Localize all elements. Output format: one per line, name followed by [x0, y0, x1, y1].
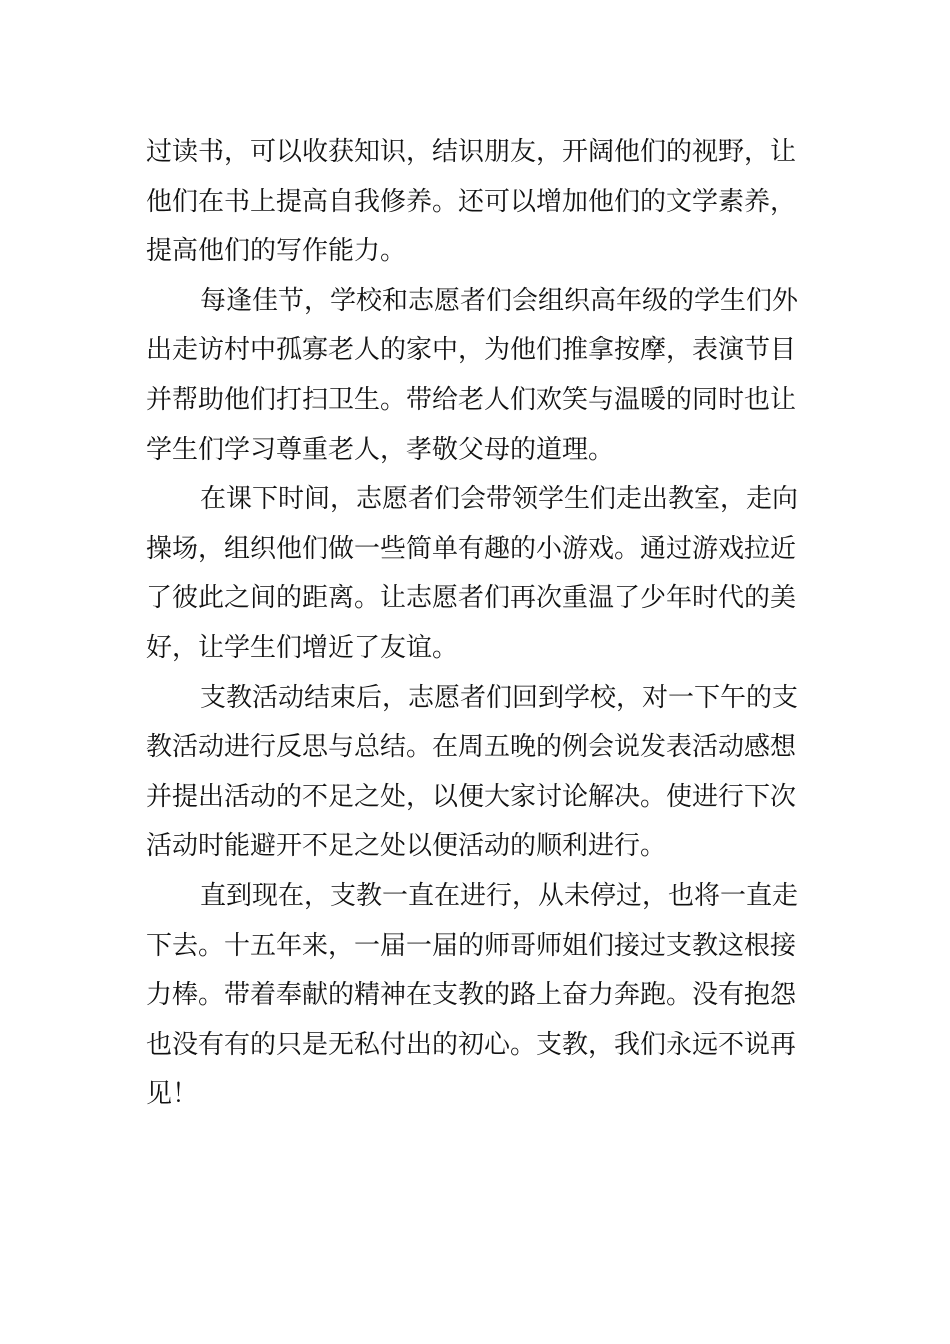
text-line: 并帮助他们打扫卫生。带给老人们欢笑与温暖的同时也让 [146, 384, 797, 415]
paragraph-first-line: 支教活动结束后，志愿者们回到学校，对一下午的支 [200, 682, 799, 713]
paragraph-first-line: 直到现在，支教一直在进行，从未停过，也将一直走 [200, 880, 799, 911]
text-line: 他们在书上提高自我修养。还可以增加他们的文学素养， [146, 186, 797, 217]
paragraph-first-line: 在课下时间，志愿者们会带领学生们走出教室，走向 [200, 484, 799, 515]
text-line: 下去。十五年来，一届一届的师哥师姐们接过支教这根接 [146, 930, 797, 961]
body-text [146, 128, 806, 1120]
text-line: 出走访村中孤寡老人的家中，为他们推拿按摩，表演节目 [146, 335, 797, 366]
text-line: 提高他们的写作能力。 [146, 236, 407, 267]
text-line: 教活动进行反思与总结。在周五晚的例会说发表活动感想 [146, 732, 797, 763]
text-line: 力棒。带着奉献的精神在支教的路上奋力奔跑。没有抱怨 [146, 980, 797, 1011]
paragraph-first-line: 每逢佳节，学校和志愿者们会组织高年级的学生们外 [200, 285, 799, 316]
text-line: 了彼此之间的距离。让志愿者们再次重温了少年时代的美 [146, 583, 797, 614]
text-line: 活动时能避开不足之处以便活动的顺利进行。 [146, 831, 667, 862]
text-line: 学生们学习尊重老人，孝敬父母的道理。 [146, 434, 615, 465]
text-line: 好，让学生们增近了友谊。 [146, 632, 459, 663]
text-line: 也没有有的只是无私付出的初心。支教，我们永远不说再 [146, 1029, 797, 1060]
text-line: 过读书，可以收获知识，结识朋友，开阔他们的视野，让 [146, 137, 797, 167]
text-line: 见！ [146, 1079, 199, 1110]
text-line: 并提出活动的不足之处，以便大家讨论解决。使进行下次 [146, 781, 797, 812]
text-line: 操场，组织他们做一些简单有趣的小游戏。通过游戏拉近 [146, 533, 797, 564]
